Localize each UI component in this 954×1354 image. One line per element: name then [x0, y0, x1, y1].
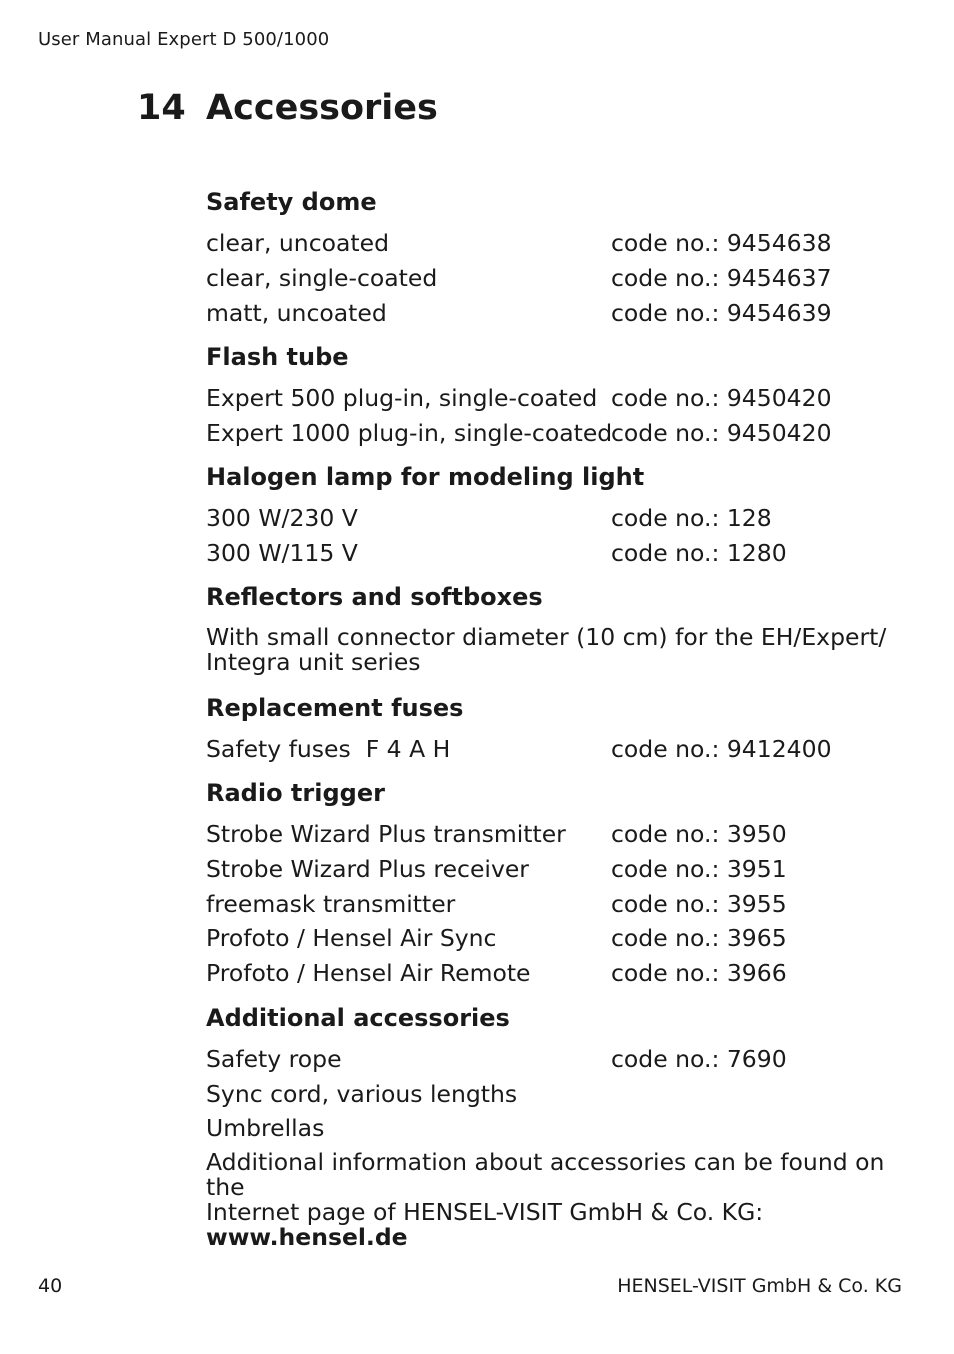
info-text-line: Internet page of HENSEL-VISIT GmbH & Co. KG: [206, 1198, 764, 1226]
item-code: code no.: 3950 [611, 820, 787, 848]
item-code: code no.: 1280 [611, 539, 787, 567]
item-name: matt, uncoated [206, 299, 387, 327]
item-code: code no.: 9454637 [611, 264, 832, 292]
item-name: freemask transmitter [206, 890, 456, 918]
item-code: code no.: 9412400 [611, 735, 832, 763]
footer-company: HENSEL-VISIT GmbH & Co. KG [617, 1275, 902, 1297]
chapter-title [137, 88, 438, 128]
section-heading-additional: Additional accessories [206, 1004, 510, 1032]
item-name: Expert 1000 plug-in, single-coated [206, 419, 613, 447]
item-name: Umbrellas [206, 1114, 325, 1142]
item-name: clear, single-coated [206, 264, 438, 292]
item-code: code no.: 3951 [611, 855, 787, 883]
item-code: code no.: 3966 [611, 959, 787, 987]
chapter-number: 14 [137, 88, 186, 128]
item-name: Safety rope [206, 1045, 342, 1073]
section-heading-radio-trigger: Radio trigger [206, 779, 385, 807]
page-number: 40 [38, 1275, 63, 1297]
item-name: Profoto / Hensel Air Remote [206, 959, 531, 987]
running-header: User Manual Expert D 500/1000 [38, 29, 330, 50]
item-code: code no.: 9454639 [611, 299, 832, 327]
reflectors-text-line: With small connector diameter (10 cm) for the EH/Expert/ [206, 623, 887, 651]
item-name: Strobe Wizard Plus transmitter [206, 820, 566, 848]
item-code: code no.: 9454638 [611, 229, 832, 257]
website-link[interactable]: www.hensel.de [206, 1223, 408, 1251]
item-name: Sync cord, various lengths [206, 1080, 518, 1108]
section-heading-flash-tube: Flash tube [206, 343, 349, 371]
section-heading-halogen-lamp: Halogen lamp for modeling light [206, 463, 645, 491]
item-code: code no.: 128 [611, 504, 772, 532]
section-heading-safety-dome: Safety dome [206, 188, 377, 216]
reflectors-description [206, 625, 896, 675]
item-code: code no.: 7690 [611, 1045, 787, 1073]
item-code: code no.: 3965 [611, 924, 787, 952]
additional-info [206, 1150, 896, 1250]
item-name: clear, uncoated [206, 229, 389, 257]
item-name: Expert 500 plug-in, single-coated [206, 384, 598, 412]
item-name: 300 W/230 V [206, 504, 358, 532]
item-code: code no.: 9450420 [611, 419, 832, 447]
item-code: code no.: 9450420 [611, 384, 832, 412]
chapter-title-text: Accessories [206, 88, 438, 128]
item-name: 300 W/115 V [206, 539, 358, 567]
info-text-line: Additional information about accessories can be found on the [206, 1148, 885, 1201]
section-heading-reflectors: Reflectors and softboxes [206, 583, 543, 611]
item-name: Strobe Wizard Plus receiver [206, 855, 529, 883]
section-heading-fuses: Replacement fuses [206, 694, 464, 722]
item-name: Profoto / Hensel Air Sync [206, 924, 497, 952]
reflectors-text-line: Integra unit series [206, 648, 421, 676]
item-code: code no.: 3955 [611, 890, 787, 918]
item-name: Safety fuses F 4 A H [206, 735, 451, 763]
